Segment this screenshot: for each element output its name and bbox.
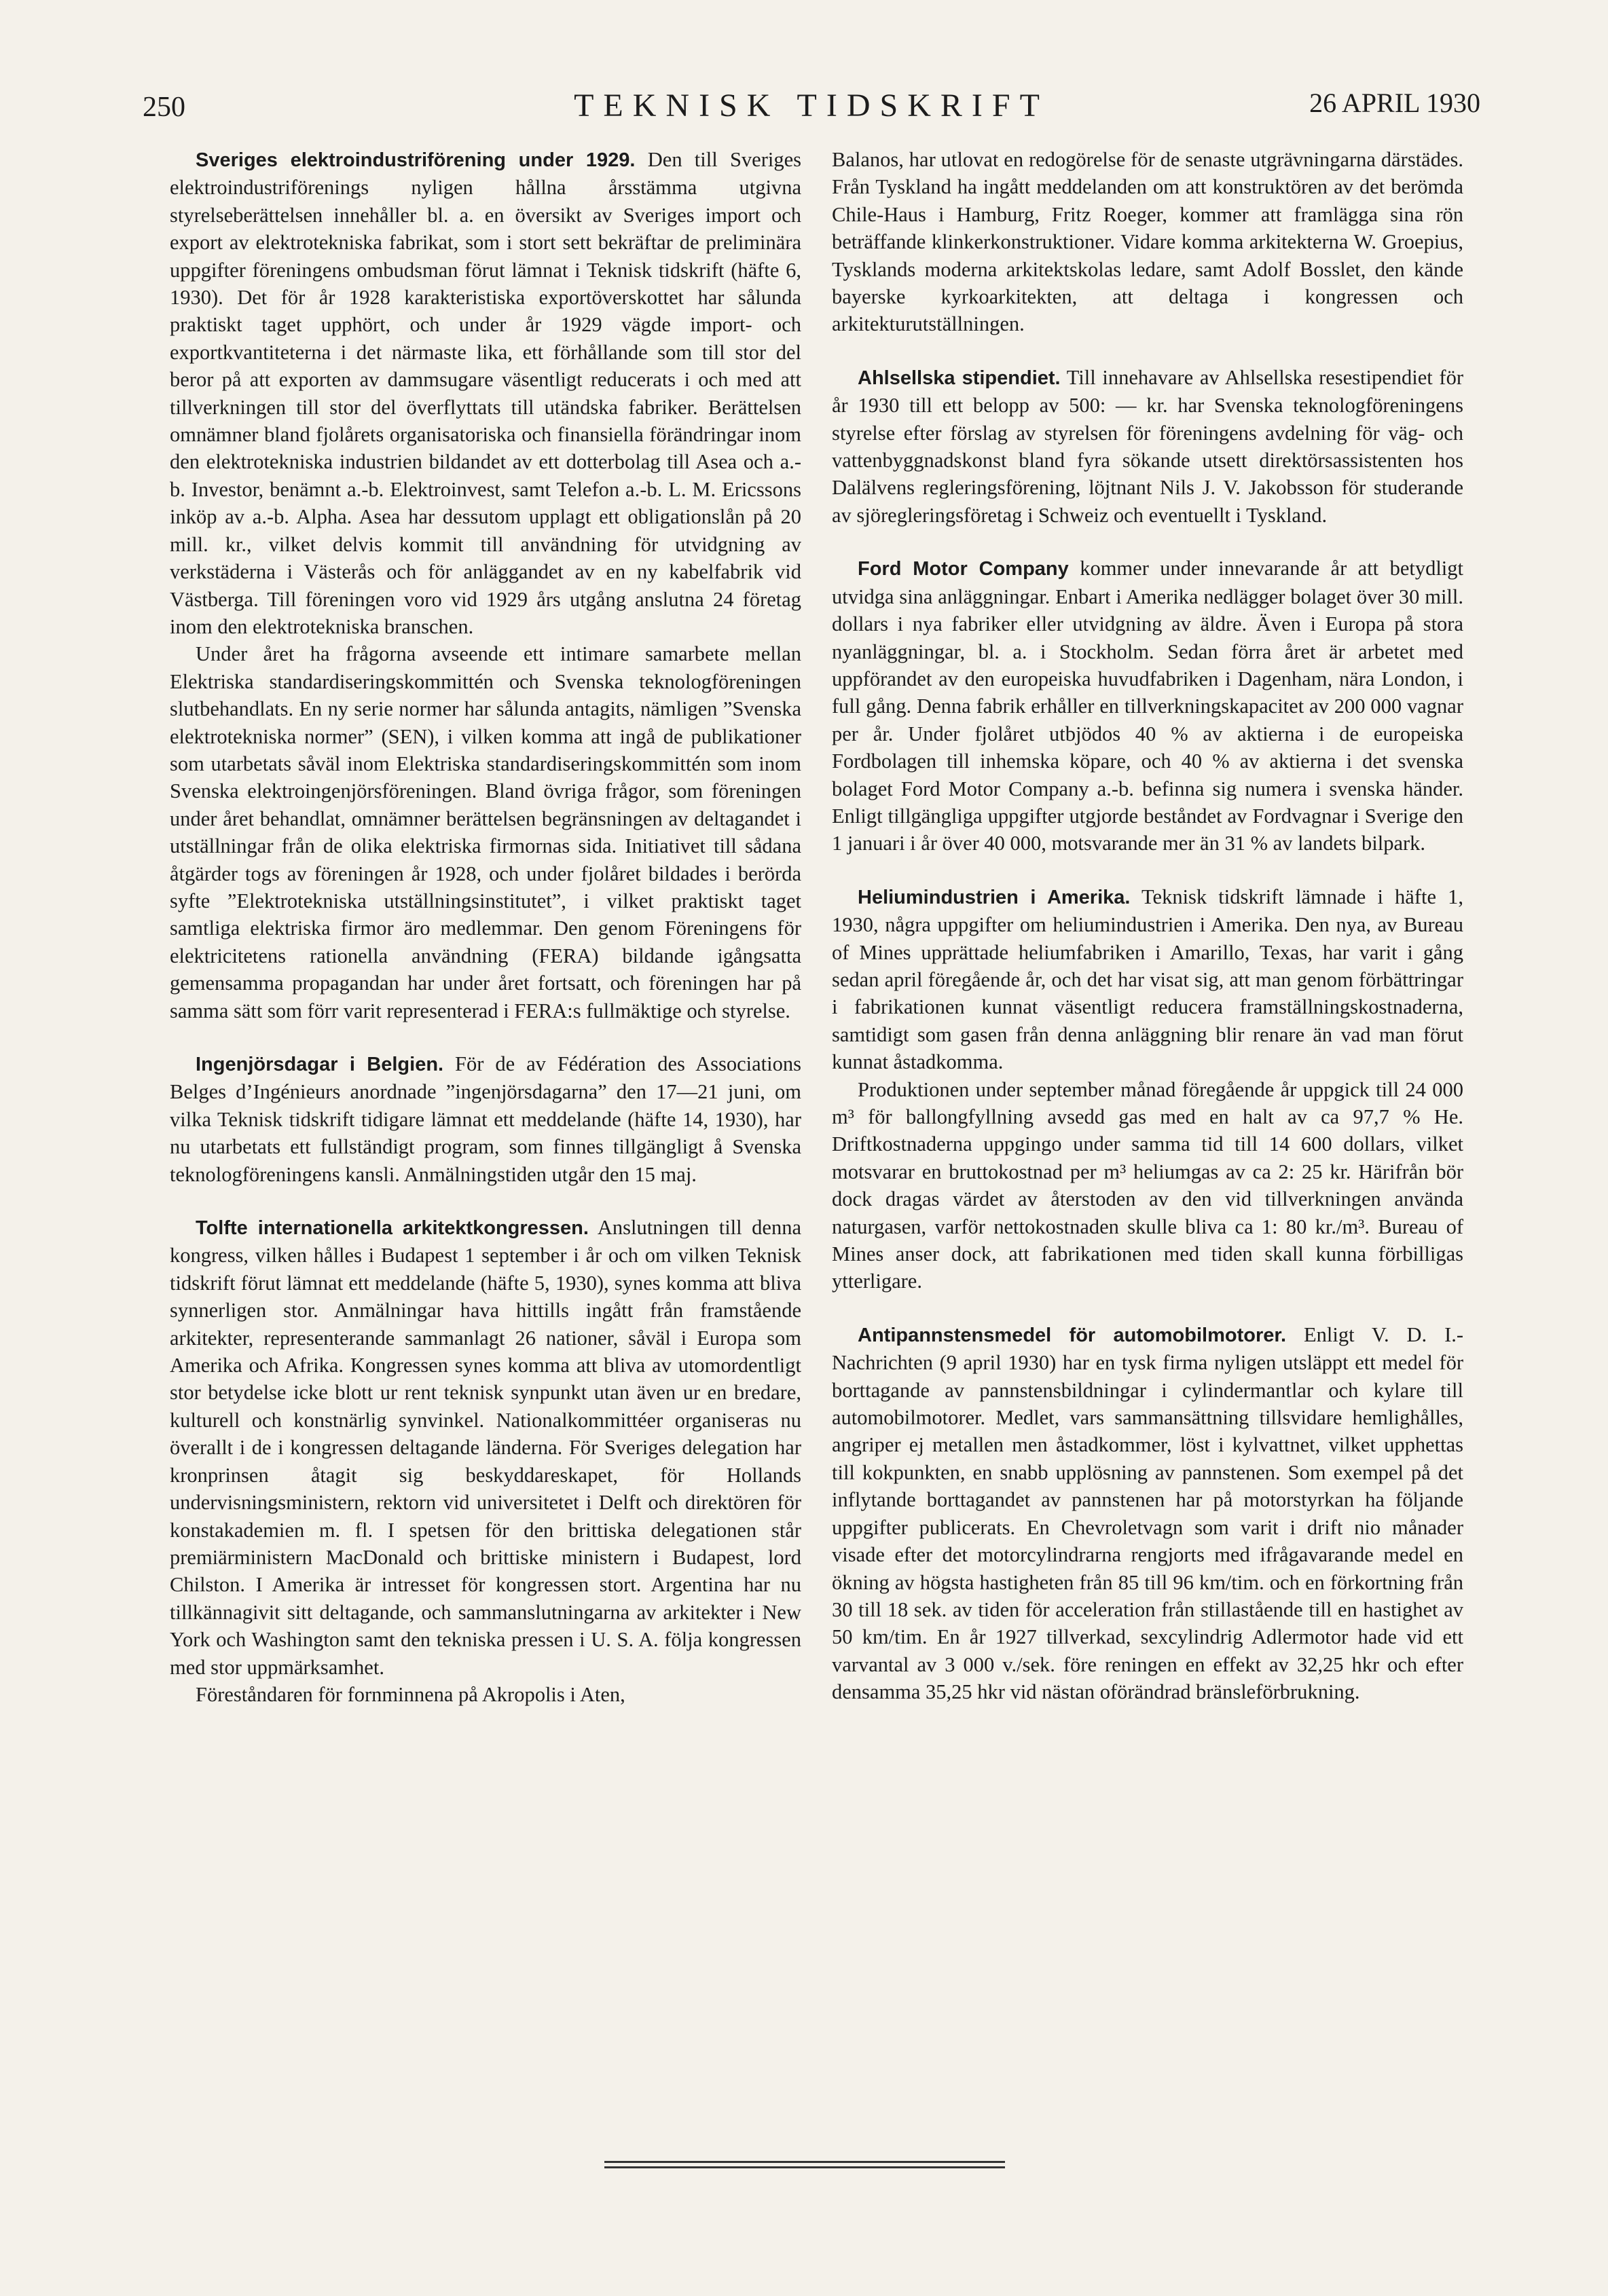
article-ford	[832, 555, 1463, 857]
article-heading: Antipannstensmedel för automobilmotorer.	[858, 1324, 1287, 1346]
article-heading: Tolfte internationella arkitektkongressen.	[196, 1217, 589, 1240]
article-paragraph	[832, 1321, 1463, 1706]
article-antipannsten	[832, 1321, 1463, 1706]
journal-title: TEKNISK TIDSKRIFT	[574, 88, 1049, 124]
article-text: Den till Sveriges elektroindustriförenings nyligen hållna årsstämma utgivna styrelseberättelsen innehåller bl. a. en översikt av Sveriges import och export av elektrotekniska fabrikat, som i stort sett bekräftar de preliminära uppgifter föreningens ombudsman förut lämnat i Teknisk tidskrift (häfte 6, 1930). Det för år 1928 karakteristiska exportöverskottet har sålunda praktiskt taget upphört, och under år 1929 vägde import- och exportkvantiteterna i det närmaste lika, ett förhållande som till stor del beror på att exporten av dammsugare väsentligt reducerats i och med att tillverkningen till stor del överflyttats till utändska fabriker. Berättelsen omnämner bland fjolårets organisatoriska och finansiella förändringar inom den elektrotekniska industrien bildandet av ett dotterbolag till Asea och a.-b. Investor, benämnt a.-b. Elektroinvest, samt Telefon a.-b. L. M. Ericssons inköp av a.-b. Alpha. Asea har dessutom upplagt ett obligationslån på 20 mill. kr., vilket delvis kommit till användning för utvidgning av verkstäderna i Västerås och för anläggandet av en ny kabelfabrik vid Västberga. Till föreningen voro vid 1929 års utgång anslutna 24 företag inom den elektrotekniska branschen.	[170, 148, 801, 638]
article-paragraph: Under året ha frågorna avseende ett intimare samarbete mellan Elektriska standardiseringskommittén och Svenska teknologföreningen slutbehandlats. En ny serie normer har sålunda antagits, nämligen ”Svenska elektrotekniska normer” (SEN), i vilken komma att ingå de publikationer som utarbetats såväl inom Elektriska standardiseringskommittén som inom Svenska elektroingenjörsföreningen. Bland övriga frågor, som föreningen under året behandlat, omnämner berättelsen begränsningen av deltagandet i utställningar från de olika elektriska firmornas sida. Initiativet till sådana åtgärder togs av föreningen år 1928, och under fjolåret bildades i berörda syfte ”Elektrotekniska utställningsinstitutet”, i vilket praktiskt taget samtliga elektriska firmor äro medlemmar. Den genom Föreningens för elektricitetens rationella användning (FERA) bildande igångsatta gemensamma propagandan har under året fortsatt, och föreningen har på samma sätt som förr varit representerad i FERA:s fullmäktige och styrelse.	[170, 642, 801, 1022]
article-heading: Ingenjörsdagar i Belgien.	[196, 1054, 444, 1075]
article-heading: Sveriges elektroindustriförening under 1929.	[196, 149, 636, 171]
footer-rule	[604, 2166, 1005, 2168]
article-ingenjorsdagar	[170, 1050, 801, 1188]
article-text: Enligt V. D. I.-Nachrichten (9 april 1930) har en tysk firma nyligen utsläppt ett medel för borttagande av pannstensbildningar i cylindermantlar och kylare till automobilmotorer. Medlet, vars sammansättning tillsvidare hemlighålles, angriper ej metallen men åstadkommer, löst i kylvattnet, vilket upphettas till kokpunkten, en snabb upplösning av pannstenen. Som exempel på det inflytande borttagandet av pannstenen har på motorstyrkan ha följande uppgifter publicerats. En Chevroletvagn som varit i drift nio månader visade efter det motorcylindrarna rengjorts med ifrågavarande medel en ökning av högsta hastigheten från 85 till 96 km/tim. och en förkortning från 30 till 18 sek. av tiden för acceleration från stillastående till en hastighet av 50 km/tim. En år 1927 tillverkad, sexcylindrig Adlermotor hade vid ett varvantal av 3 000 v./sek. före reningen en effekt av 32,25 hkr och efter densamma 35,25 hkr vid nästan oförändrad bränsleförbrukning.	[832, 1322, 1464, 1704]
article-text: kommer under innevarande år att betydligt utvidga sina anläggningar. Enbart i Amerika nedlägger bolaget över 30 mill. dollars i nya fabriker eller utvidgning av äldre. Även i Europa på stora nyanläggningar, bl. a. i Stockholm. Sedan förra året är arbetet med uppförandet av den europeiska huvudfabriken i Dagenham, nära London, i full gång. Denna fabrik erhåller en tillverkningskapacitet av 200 000 vagnar per år. Under fjolåret utbjödos 40 % av aktierna i de europeiska Fordbolagen till inhemska köpare, och 40 % av aktierna i det svenska bolaget Ford Motor Company a.-b. befinna sig numera i svenska händer. Enligt tillgängliga uppgifter utgjorde beståndet av Fordvagnar i Sverige den 1 januari i år över 40 000, motsvarande mer än 31 % av landets bilpark.	[832, 557, 1464, 855]
article-text: Anslutningen till denna kongress, vilken hålles i Budapest 1 september i år och om vilken Teknisk tidskrift förut lämnat ett meddelande (häfte 5, 1930), synes komma att bliva synnerligen stor. Anmälningar hava hittills ingått från framstående arkitekter, representerande sammanlagt 26 nationer, såväl i Europa som Amerika och Afrika. Kongressen synes komma att bliva av utomordentligt stor betydelse icke blott ur rent teknisk synpunkt utan även ur en bredare, kulturell och konstnärlig synvinkel. Nationalkommittéer organiseras nu överallt i de i kongressen deltagande länderna. För Sveriges delegation har kronprinsen åtagit sig beskyddareskapet, för Hollands undervisningsministern, rektorn vid universitetet i Delft och direktören för konstakademien m. fl. I spetsen för den brittiska delegationen står premiärministern MacDonald och brittiske ministern i Budapest, lord Chilston. I Amerika är intresset för kongressen stort. Argentina har nu tillkännagivit sitt deltagande, och sammanslutningarna av arkitekter i New York och Washington samt den tekniska pressen i U. S. A. följa kongressen med stor uppmärksamhet.	[170, 1216, 801, 1679]
page-number: 250	[143, 92, 185, 123]
article-arkitektkongress-continued	[832, 146, 1463, 338]
article-paragraph	[832, 883, 1463, 1076]
article-paragraph: Produktionen under september månad föregående år uppgick till 24 000 m³ för ballongfyllning avsedd gas med en halt av ca 97,7 % He. Driftkostnaderna uppgingo under samma tid till 14 600 dollars, vilket motsvarar en bruttokostnad per m³ heliumgas av ca 2: 25 kr. Härifrån bör dock dragas värdet av återstoden av den vid tillverkningen använda naturgasen, varför nettokostnaden skulle bliva ca 1: 80 kr./m³. Bureau of Mines anser dock, att fabrikationen med tiden skall kunna förbilligas ytterligare.	[832, 1077, 1463, 1293]
article-paragraph	[832, 555, 1463, 857]
right-column	[832, 146, 1463, 1732]
article-paragraph: Balanos, har utlovat en redogörelse för de senaste utgrävningarna därstädes. Från Tyskland ha ingått meddelanden om att konstruktören av det berömda Chile-Haus i Hamburg, Fritz Roeger, kommer att framlägga sina rön beträffande klinkerkonstruktioner. Vidare komma arkitekterna W. Groepius, Tysklands moderna arkitektskolas ledare, samt Adolf Bosslet, den kände bayerske kyrkoarkitekten, att deltaga i kongressen och arkitekturutställningen.	[832, 148, 1463, 336]
article-text: Teknisk tidskrift lämnade i häfte 1, 1930, några uppgifter om heliumindustrien i Amerika. Den nya, av Bureau of Mines upprättade heliumfabriken i Amarillo, Texas, har varit i gång sedan april föregående år, och det har visat sig, att man genom förbättringar i fabrikationen kunnat väsentligt reducera framställningskostnaderna, samtidigt som gasen från denna anläggning blir renare än vad man förut kunnat åstadkomma.	[832, 885, 1463, 1074]
page-header	[143, 87, 1480, 134]
footer-rule	[604, 2161, 1005, 2163]
article-heading: Heliumindustrien i Amerika.	[858, 886, 1131, 908]
article-paragraph	[170, 1214, 801, 1681]
article-heading: Ahlsellska stipendiet.	[858, 367, 1061, 389]
article-arkitektkongress	[170, 1214, 801, 1708]
article-ahlsellska	[832, 364, 1463, 529]
article-text: För de av Fédération des Associations Belges d’Ingénieurs anordnade ”ingenjörsdagarna” den 17—21 juni, om vilka Teknisk tidskrift tidigare lämnat ett meddelande (häfte 14, 1930), har nu utarbetats ett fullständigt program, som finnes tillgängligt å Svenska teknologföreningens kansli. Anmälningstiden utgår den 15 maj.	[170, 1052, 801, 1186]
article-text: Till innehavare av Ahlsellska resestipendiet för år 1930 till ett belopp av 500: — kr. har Svenska teknologföreningens styrelse efter förslag av styrelsen för föreningens avdelning för väg- och vattenbyggnadskonst bland fyra sökande utsett direktörsassistenten hos Dalälvens regleringsförening, löjtnant Nils J. V. Jakobsson för studerande av sjöregleringsföretag i Schweiz och eventuellt i Tyskland.	[832, 365, 1463, 527]
article-elektroindustri	[170, 146, 801, 1024]
article-paragraph: Föreståndaren för fornminnena på Akropolis i Aten,	[196, 1682, 625, 1706]
article-paragraph	[170, 1050, 801, 1188]
article-paragraph	[832, 364, 1463, 529]
article-paragraph	[170, 146, 801, 640]
left-column	[170, 146, 801, 1734]
issue-date: 26 APRIL 1930	[1309, 88, 1480, 118]
article-heading: Ford Motor Company	[858, 558, 1069, 580]
article-helium	[832, 883, 1463, 1295]
